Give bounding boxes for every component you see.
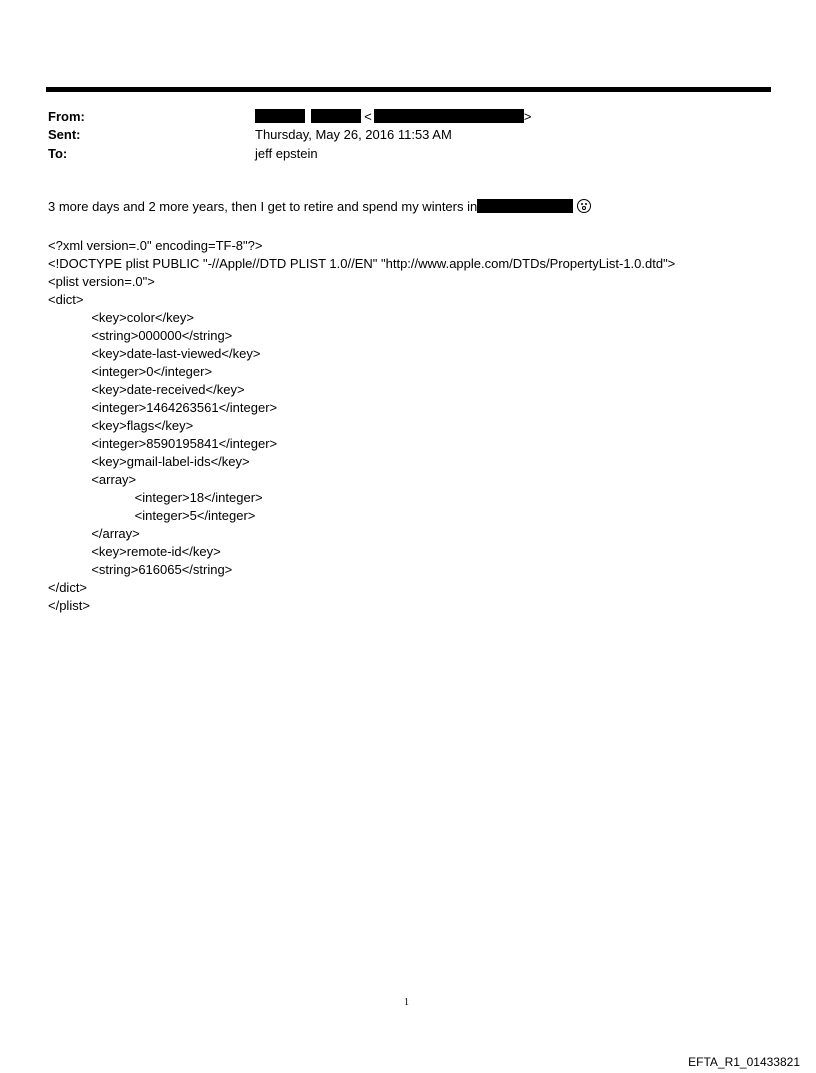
plist-line: </dict> [48,580,88,595]
plist-line: <plist version=.0"> [48,274,155,289]
redaction-box [477,199,573,213]
redaction-box [255,109,305,123]
plist-line: <string>616065</string> [48,562,233,577]
surprised-face-icon [577,199,591,213]
plist-line: <key>date-last-viewed</key> [48,346,261,361]
sent-label: Sent: [48,127,81,142]
plist-line: <key>remote-id</key> [48,544,221,559]
from-close-bracket: > [523,109,532,124]
page-number: 1 [404,997,409,1008]
sent-value: Thursday, May 26, 2016 11:53 AM [255,127,452,142]
plist-line: </plist> [48,598,90,613]
plist-line: <!DOCTYPE plist PUBLIC "-//Apple//DTD PLIST 1.0//EN" "http://www.apple.com/DTDs/PropertyList-1.0.dtd"> [48,256,676,271]
plist-line: <key>gmail-label-ids</key> [48,454,250,469]
plist-code-block [48,237,675,615]
plist-line: <array> [48,472,137,487]
plist-line: <key>flags</key> [48,418,194,433]
plist-line: <dict> [48,292,84,307]
plist-line: <integer>1464263561</integer> [48,400,278,415]
plist-line: <integer>0</integer> [48,364,213,379]
message-text: 3 more days and 2 more years, then I get to retire and spend my winters in [48,199,478,214]
plist-line: <integer>5</integer> [48,508,256,523]
from-open-bracket: < [364,109,372,124]
plist-line: <key>color</key> [48,310,194,325]
plist-line: <integer>8590195841</integer> [48,436,278,451]
from-value [255,108,531,125]
plist-line: <string>000000</string> [48,328,233,343]
plist-line: <integer>18</integer> [48,490,263,505]
to-label: To: [48,146,68,161]
plist-line: <?xml version=.0" encoding=TF-8"?> [48,238,263,253]
plist-line: </array> [48,526,140,541]
bates-number: EFTA_R1_01433821 [688,1055,800,1069]
redaction-box [311,109,361,123]
redaction-box [374,109,524,123]
header-rule [46,87,771,92]
from-label: From: [48,109,85,124]
message-body [48,199,591,214]
plist-line: <key>date-received</key> [48,382,245,397]
to-value: jeff epstein [255,146,318,161]
